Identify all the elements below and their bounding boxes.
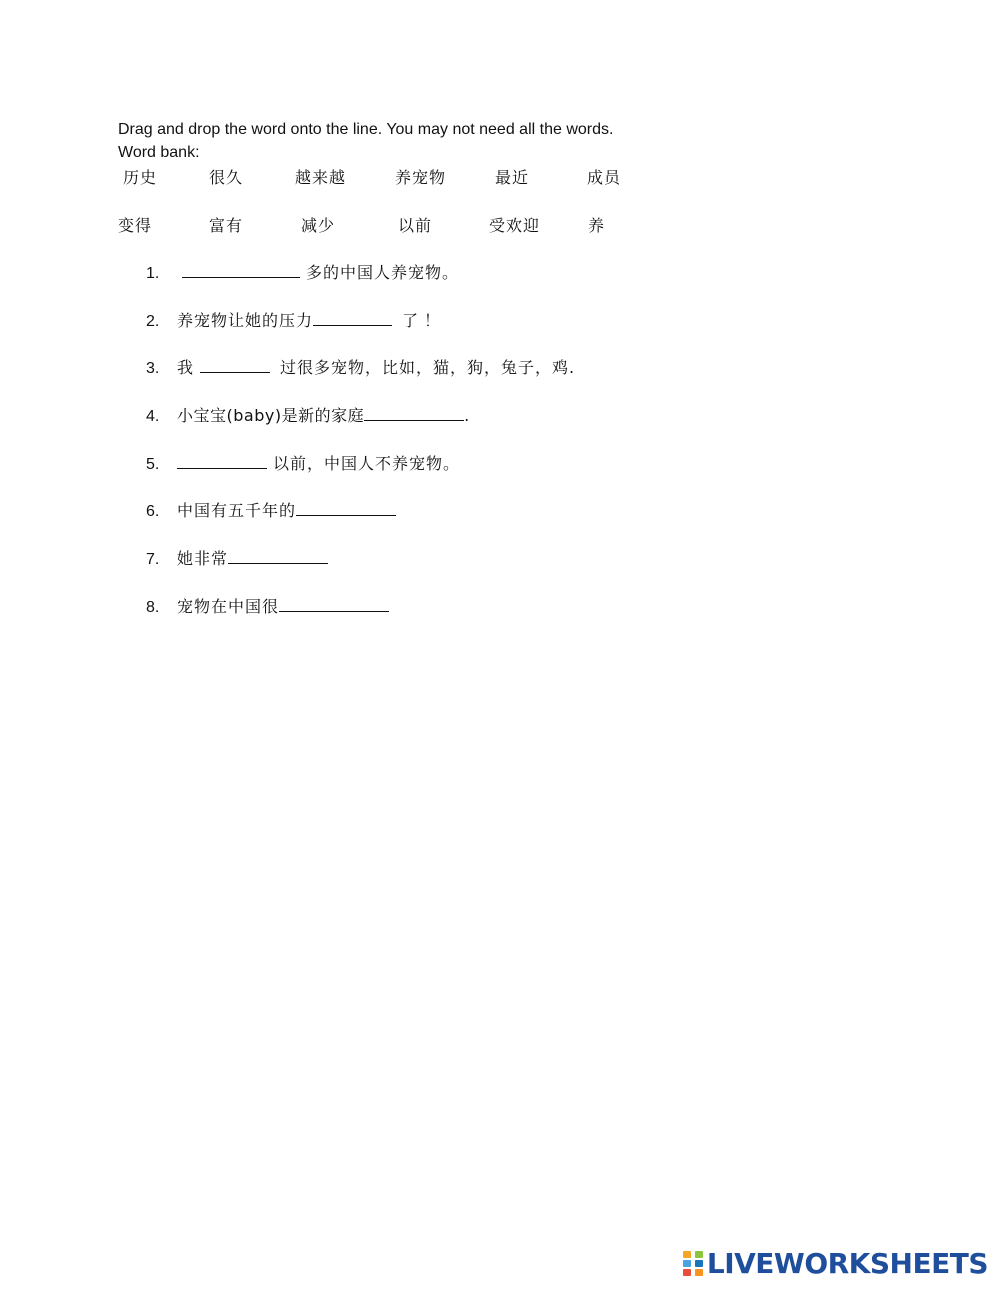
answer-blank-8[interactable] <box>279 610 389 612</box>
answer-blank-6[interactable] <box>296 514 396 516</box>
word-bank-item[interactable]: 富有 <box>209 216 244 235</box>
question-text: 宠物在中国很 <box>177 597 280 616</box>
question-4 <box>146 403 470 429</box>
question-text: 小宝宝(baby)是新的家庭 <box>177 406 365 425</box>
question-number: 8. <box>146 599 160 616</box>
question-number: 5. <box>146 456 160 473</box>
question-text: 过很多宠物，比如，猫，狗，兔子，鸡. <box>280 358 576 377</box>
question-number: 2. <box>146 313 160 330</box>
question-7 <box>146 546 328 572</box>
word-bank-row-1 <box>0 165 1000 189</box>
instructions-text: Drag and drop the word onto the line. You may not need all the words. <box>118 121 614 138</box>
answer-blank-1[interactable] <box>182 276 300 278</box>
question-6 <box>146 498 396 524</box>
question-text: 我 <box>177 358 195 377</box>
word-bank-heading: Word bank: <box>118 144 200 161</box>
logo-icon-secondary <box>695 1250 703 1277</box>
question-1 <box>146 260 459 286</box>
word-bank-item[interactable]: 减少 <box>301 216 336 235</box>
word-bank-item[interactable]: 养宠物 <box>395 168 447 187</box>
question-number: 6. <box>146 503 160 520</box>
logo-text: LIVEWORKSHEETS <box>706 1247 988 1280</box>
word-bank-item[interactable]: 很久 <box>209 168 244 187</box>
question-text: 了！ <box>402 311 447 330</box>
answer-blank-3[interactable] <box>200 371 270 373</box>
word-bank-item[interactable]: 养 <box>588 216 606 235</box>
word-bank-item[interactable]: 成员 <box>587 168 622 187</box>
word-bank-item[interactable]: 受欢迎 <box>489 216 541 235</box>
question-2 <box>146 308 446 334</box>
word-bank-item[interactable]: 越来越 <box>295 168 347 187</box>
answer-blank-4[interactable] <box>364 419 464 421</box>
word-bank-row-2 <box>0 213 1000 237</box>
answer-blank-7[interactable] <box>228 562 328 564</box>
question-number: 7. <box>146 551 160 568</box>
question-text: 养宠物让她的压力 <box>177 311 314 330</box>
word-bank-item[interactable]: 变得 <box>118 216 153 235</box>
answer-blank-2[interactable] <box>313 324 392 326</box>
question-text: 多的中国人养宠物。 <box>306 263 460 282</box>
question-8 <box>146 594 389 620</box>
question-text: . <box>464 406 471 425</box>
question-text: 她非常 <box>177 549 229 568</box>
question-number: 4. <box>146 408 160 425</box>
question-text: 中国有五千年的 <box>177 501 297 520</box>
word-bank-item[interactable]: 最近 <box>495 168 530 187</box>
answer-blank-5[interactable] <box>177 467 267 469</box>
word-bank-item[interactable]: 历史 <box>123 168 158 187</box>
question-5 <box>146 451 460 477</box>
question-number: 3. <box>146 360 160 377</box>
logo-icon <box>683 1250 691 1277</box>
question-number: 1. <box>146 265 160 282</box>
question-text: 以前，中国人不养宠物。 <box>273 454 461 473</box>
instructions <box>118 118 613 164</box>
question-3 <box>146 355 575 381</box>
word-bank-item[interactable]: 以前 <box>398 216 433 235</box>
liveworksheets-logo <box>683 1247 988 1280</box>
